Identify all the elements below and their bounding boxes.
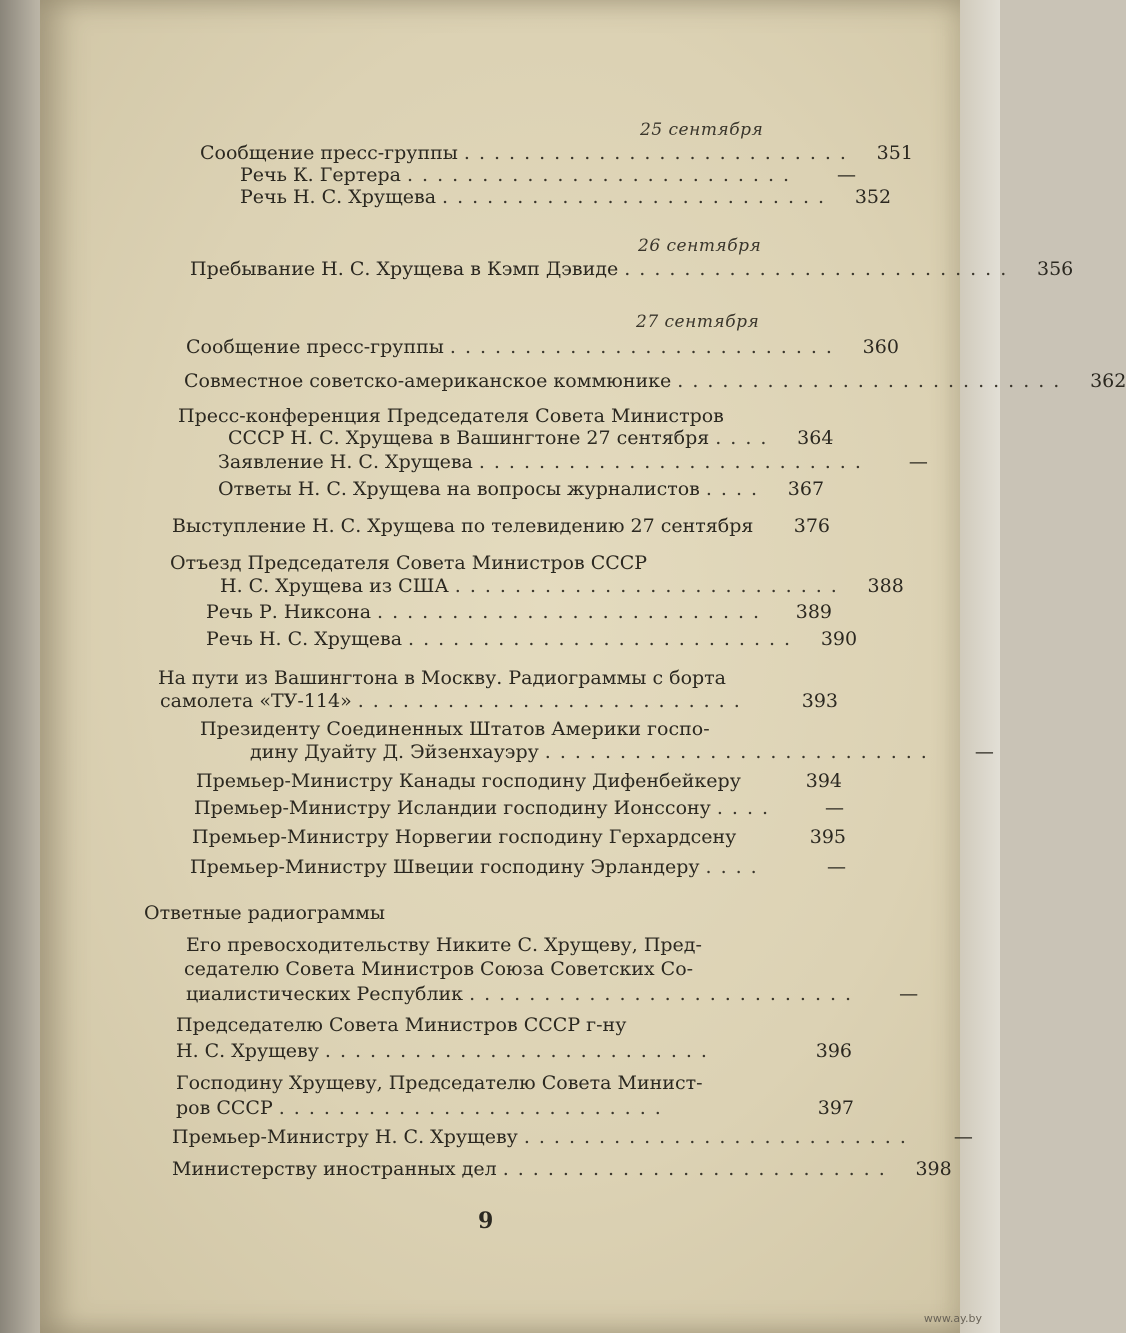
toc-entry: Ответы Н. С. Хрущева на вопросы журналистов .... 367 [218, 478, 825, 500]
toc-entry: СССР Н. С. Хрущева в Вашингтоне 27 сентября .... 364 [228, 427, 834, 449]
toc-entry-line: Его превосходительству Никите С. Хрущеву, Пред- [186, 934, 702, 956]
toc-entry: Премьер-Министру Н. С. Хрущеву .......................... — [172, 1126, 973, 1148]
toc-entry-line: седателю Совета Министров Союза Советских Со- [184, 958, 694, 980]
section-heading: Ответные радиограммы [144, 902, 386, 924]
toc-entry: Заявление Н. С. Хрущева .......................... — [218, 451, 928, 473]
toc-entry: Премьер-Министру Канады господину Дифенбейкеру 394 [196, 770, 842, 792]
toc-entry: Министерству иностранных дел .......................... 398 [172, 1158, 952, 1180]
toc-entry-line: Председателю Совета Министров СССР г-ну [176, 1014, 627, 1036]
watermark: www.ay.by [923, 1312, 982, 1325]
toc-entry: Совместное советско-американское коммюнике .......................... 362 [184, 370, 1126, 392]
toc-entry: Речь Н. С. Хрущева .......................... 390 [206, 628, 858, 650]
toc-entry-line: Пресс-конференция Председателя Совета Министров [178, 405, 724, 427]
toc-entry-line: На пути из Вашингтона в Москву. Радиограммы с борта [158, 667, 727, 689]
toc-entry-line: Президенту Соединенных Штатов Америки госпо- [200, 718, 710, 740]
toc-entry: Премьер-Министру Норвегии господину Герхардсену 395 [192, 826, 846, 848]
toc-entry: Выступление Н. С. Хрущева по телевидению 27 сентября 376 [172, 515, 830, 537]
toc-entry: Сообщение пресс-группы .......................... 360 [186, 336, 899, 358]
toc-entry: циалистических Республик .......................... — [186, 983, 919, 1005]
toc-entry: Речь К. Гертера .......................... — [240, 164, 857, 186]
toc-entry: Речь Р. Никсона .......................... 389 [206, 601, 832, 623]
toc-entry: ров СССР .......................... 397 [176, 1097, 854, 1119]
toc-entry-line: Отъезд Председателя Совета Министров СССР [170, 552, 648, 574]
toc-entry: Сообщение пресс-группы .......................... 351 [200, 142, 913, 164]
page-number: 9 [478, 1208, 494, 1234]
toc-entry-line: Господину Хрущеву, Председателю Совета Минист- [176, 1072, 703, 1094]
date-heading: 26 сентября [638, 236, 762, 256]
toc-entry: Н. С. Хрущева из США .......................... 388 [220, 575, 904, 597]
date-heading: 27 сентября [636, 312, 760, 332]
toc-entry: Премьер-Министру Швеции господину Эрландеру .... — [190, 856, 846, 878]
toc-entry: Речь Н. С. Хрущева .......................... 352 [240, 186, 892, 208]
toc-entry: Н. С. Хрущеву .......................... 396 [176, 1040, 852, 1062]
toc-entry: Пребывание Н. С. Хрущева в Кэмп Дэвиде .......................... 356 [190, 258, 1074, 280]
toc-entry: дину Дуайту Д. Эйзенхауэру .......................... — [250, 741, 994, 763]
toc-entry: Премьер-Министру Исландии господину Ионссону .... — [194, 797, 844, 819]
toc-entry: самолета «ТУ-114» .......................... 393 [160, 690, 838, 712]
date-heading: 25 сентября [640, 120, 764, 140]
